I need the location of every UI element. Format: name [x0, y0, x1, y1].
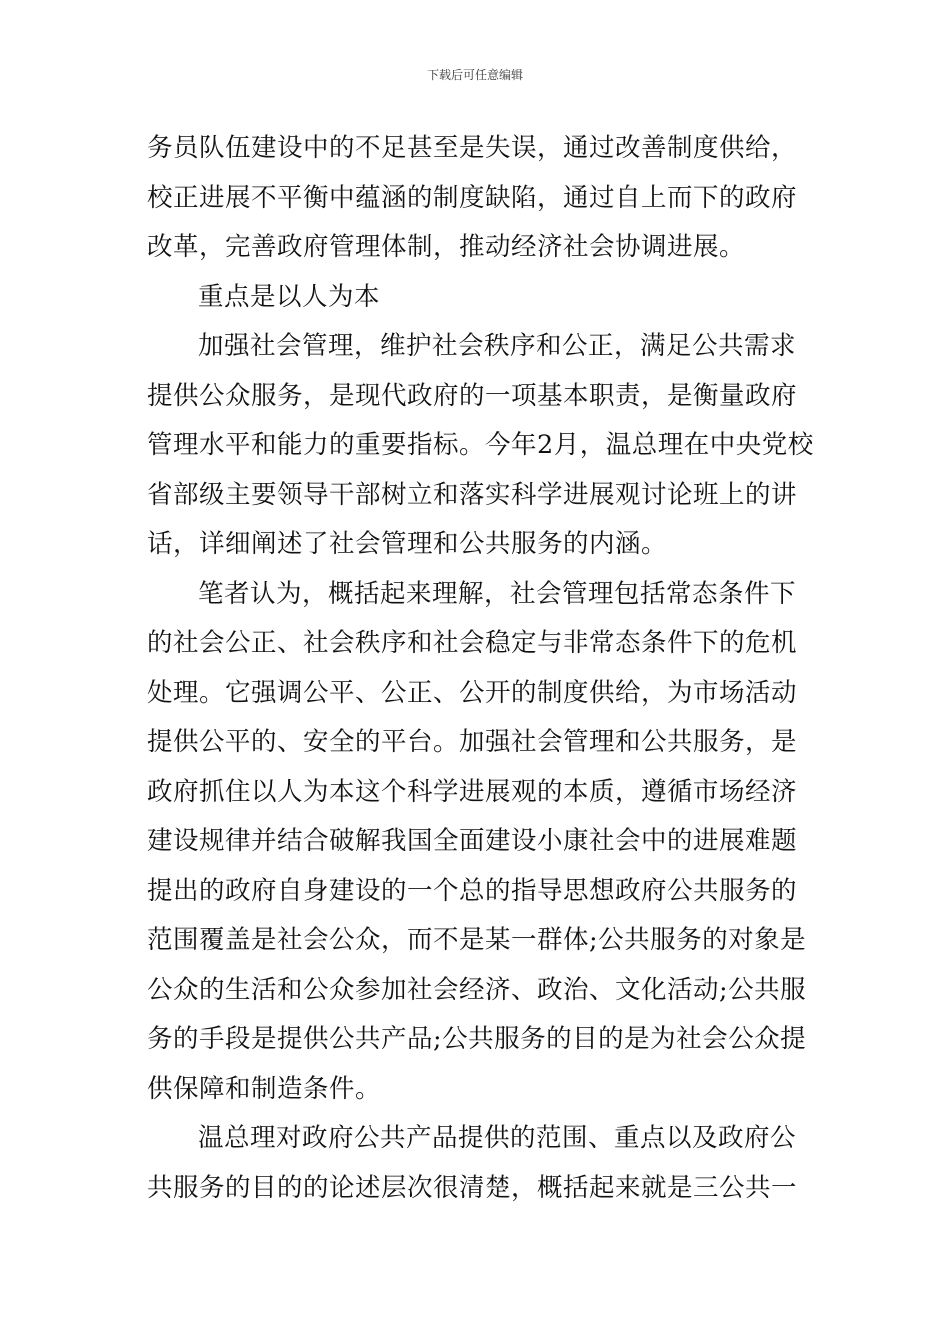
text-line: 公众的生活和公众参加社会经济、政治、文化活动;公共服 [147, 974, 807, 1005]
text-line: 范围覆盖是社会公众，而不是某一群体;公共服务的对象是 [147, 925, 807, 955]
page-header: 下载后可任意编辑 [426, 68, 523, 82]
text-line: 加强社会管理，维护社会秩序和公正，满足公共需求 [198, 331, 797, 361]
text-line: 温总理对政府公共产品提供的范围、重点以及政府公 [198, 1123, 797, 1153]
text-line: 管理水平和能力的重要指标。今年2月，温总理在中央党校 [147, 430, 814, 460]
document-body [147, 124, 814, 1213]
text-line: 校正进展不平衡中蕴涵的制度缺陷，通过自上而下的政府 [147, 182, 798, 213]
text-line: 的社会公正、社会秩序和社会稳定与非常态条件下的危机 [147, 628, 798, 658]
text-line: 务的手段是提供公共产品;公共服务的目的是为社会公众提 [147, 1024, 807, 1054]
text-line: 笔者认为，概括起来理解，社会管理包括常态条件下 [198, 578, 797, 609]
text-line: 省部级主要领导干部树立和落实科学进展观讨论班上的讲 [147, 479, 798, 510]
text-line: 提供公平的、安全的平台。加强社会管理和公共服务，是 [147, 727, 798, 757]
text-line: 话，详细阐述了社会管理和公共服务的内涵。 [147, 529, 668, 559]
text-line: 提供公众服务，是现代政府的一项基本职责，是衡量政府 [147, 380, 798, 411]
text-line: 处理。它强调公平、公正、公开的制度供给，为市场活动 [147, 677, 798, 708]
text-line: 建设规律并结合破解我国全面建设小康社会中的进展难题 [147, 826, 798, 856]
text-line: 重点是以人为本 [198, 281, 381, 312]
text-line: 提出的政府自身建设的一个总的指导思想政府公共服务的 [147, 875, 798, 906]
text-line: 改革，完善政府管理体制，推动经济社会协调进展。 [147, 232, 746, 262]
text-line: 共服务的目的的论述层次很清楚，概括起来就是三公共一 [147, 1172, 798, 1203]
text-line: 政府抓住以人为本这个科学进展观的本质，遵循市场经济 [147, 776, 798, 807]
text-line: 务员队伍建设中的不足甚至是失误，通过改善制度供给， [147, 133, 798, 163]
text-line: 供保障和制造条件。 [147, 1073, 382, 1104]
